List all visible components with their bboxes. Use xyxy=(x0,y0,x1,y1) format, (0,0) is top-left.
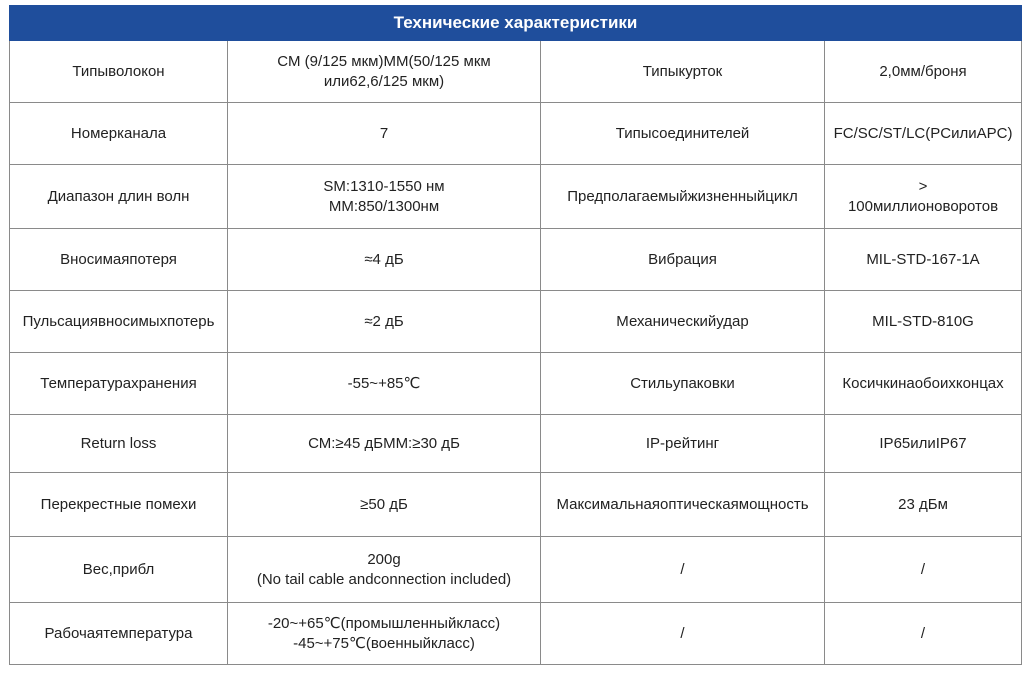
spec-value-cell-2 xyxy=(825,165,1022,229)
table-row xyxy=(10,41,1022,103)
table-row xyxy=(10,415,1022,473)
spec-name-cell-2-text: Максимальнаяоптическаямощность xyxy=(556,495,809,513)
spec-value-cell-line: ≈4 дБ xyxy=(364,250,404,268)
spec-value-cell-2 xyxy=(825,353,1022,415)
spec-name-cell xyxy=(10,603,228,665)
spec-name-cell-text: Температурахранения xyxy=(40,374,197,392)
spec-value-cell-2 xyxy=(825,229,1022,291)
spec-value-cell xyxy=(228,353,541,415)
spec-name-cell-text: Return loss xyxy=(80,434,157,452)
spec-value-cell-2-line: MIL-STD-167-1A xyxy=(866,250,980,268)
spec-value-cell-2 xyxy=(825,291,1022,353)
spec-name-cell-text: Вносимаяпотеря xyxy=(60,250,177,268)
spec-value-cell-line: СМ (9/125 мкм)ММ(50/125 мкм xyxy=(277,52,491,70)
spec-name-cell-2 xyxy=(541,103,825,165)
spec-value-cell-line: (No tail cable andconnection included) xyxy=(256,570,512,588)
spec-value-cell-line: -45~+75℃(военныйкласс) xyxy=(293,634,475,652)
spec-value-cell xyxy=(228,165,541,229)
spec-name-cell xyxy=(10,229,228,291)
spec-value-cell-2 xyxy=(825,603,1022,665)
spec-value-cell-2-line: MIL-STD-810G xyxy=(872,312,974,330)
spec-name-cell-2-text: IP-рейтинг xyxy=(645,434,720,452)
table-row xyxy=(10,537,1022,603)
table-row xyxy=(10,165,1022,229)
spec-name-cell-2 xyxy=(541,473,825,537)
spec-value-cell xyxy=(228,103,541,165)
spec-value-cell-line: ≈2 дБ xyxy=(364,312,404,330)
spec-name-cell-2 xyxy=(541,537,825,603)
table-body xyxy=(10,41,1022,665)
spec-value-cell-2-line: FC/SC/ST/LC(PCилиAPC) xyxy=(833,124,1013,142)
table-header-row xyxy=(10,6,1022,41)
spec-value-cell-line: MM:850/1300нм xyxy=(328,197,440,215)
table-row xyxy=(10,103,1022,165)
spec-value-cell-2 xyxy=(825,473,1022,537)
spec-name-cell xyxy=(10,415,228,473)
spec-value-cell-line: 200g xyxy=(367,550,401,568)
spec-value-cell-2-line: > xyxy=(918,177,928,195)
spec-value-cell xyxy=(228,415,541,473)
table-row xyxy=(10,603,1022,665)
spec-value-cell-2-line: / xyxy=(920,624,926,642)
spec-name-cell-2 xyxy=(541,41,825,103)
spec-name-cell-text: Пульсациявносимыхпотерь xyxy=(22,312,215,330)
spec-value-cell xyxy=(228,291,541,353)
spec-name-cell-2 xyxy=(541,353,825,415)
spec-name-cell-text: Номерканала xyxy=(70,124,167,142)
spec-table xyxy=(9,5,1022,665)
spec-name-cell-2-text: Механическийудар xyxy=(616,312,749,330)
spec-value-cell xyxy=(228,537,541,603)
spec-value-cell-line: SM:1310-1550 нм xyxy=(323,177,445,195)
spec-name-cell-2-text: / xyxy=(680,624,685,642)
spec-value-cell-line: ≥50 дБ xyxy=(360,495,408,513)
spec-value-cell xyxy=(228,603,541,665)
spec-name-cell-text: Перекрестные помехи xyxy=(40,495,197,513)
spec-name-cell xyxy=(10,291,228,353)
spec-value-cell-2-line: 100миллионоворотов xyxy=(847,197,999,215)
spec-name-cell xyxy=(10,473,228,537)
spec-name-cell-2-text: Стильупаковки xyxy=(630,374,735,392)
spec-value-cell-2-line: 2,0мм/броня xyxy=(879,62,967,80)
table-row xyxy=(10,291,1022,353)
spec-value-cell-line: или62,6/125 мкм) xyxy=(323,72,445,90)
table-title: Технические характеристики xyxy=(10,6,1022,41)
spec-value-cell-line: -55~+85℃ xyxy=(347,374,421,392)
table-row xyxy=(10,473,1022,537)
spec-value-cell-line: -20~+65℃(промышленныйкласс) xyxy=(267,614,501,632)
table-row xyxy=(10,229,1022,291)
spec-name-cell xyxy=(10,41,228,103)
spec-value-cell-line: СМ:≥45 дБММ:≥30 дБ xyxy=(308,434,460,452)
spec-name-cell xyxy=(10,165,228,229)
spec-value-cell-2-line: Косичкинаобоихконцах xyxy=(842,374,1004,392)
spec-name-cell xyxy=(10,537,228,603)
spec-value-cell-2 xyxy=(825,415,1022,473)
spec-name-cell-2-text: / xyxy=(680,560,685,578)
spec-value-cell-2-line: 23 дБм xyxy=(898,495,948,513)
spec-name-cell-2-text: Вибрация xyxy=(648,250,717,268)
spec-value-cell-2 xyxy=(825,41,1022,103)
spec-value-cell xyxy=(228,473,541,537)
spec-name-cell xyxy=(10,353,228,415)
spec-name-cell-2 xyxy=(541,229,825,291)
spec-name-cell-text: Типыволокон xyxy=(72,62,165,80)
spec-name-cell-text: Вес,прибл xyxy=(82,560,155,578)
spec-value-cell-line: 7 xyxy=(379,124,389,142)
spec-value-cell-2-line: / xyxy=(920,560,926,578)
spec-value-cell xyxy=(228,229,541,291)
spec-name-cell xyxy=(10,103,228,165)
spec-name-cell-2-text: Типысоединителей xyxy=(615,124,750,142)
spec-name-cell-2 xyxy=(541,415,825,473)
table-row xyxy=(10,353,1022,415)
spec-name-cell-text: Диапазон длин волн xyxy=(47,187,190,205)
spec-name-cell-2 xyxy=(541,603,825,665)
spec-name-cell-2 xyxy=(541,165,825,229)
spec-value-cell-2 xyxy=(825,103,1022,165)
spec-name-cell-2-text: Типыкурток xyxy=(642,62,723,80)
spec-value-cell xyxy=(228,41,541,103)
spec-value-cell-2-line: IP65илиIP67 xyxy=(879,434,967,452)
spec-name-cell-text: Рабочаятемпература xyxy=(44,624,193,642)
spec-name-cell-2-text: Предполагаемыйжизненныйцикл xyxy=(567,187,798,205)
spec-name-cell-2 xyxy=(541,291,825,353)
spec-value-cell-2 xyxy=(825,537,1022,603)
